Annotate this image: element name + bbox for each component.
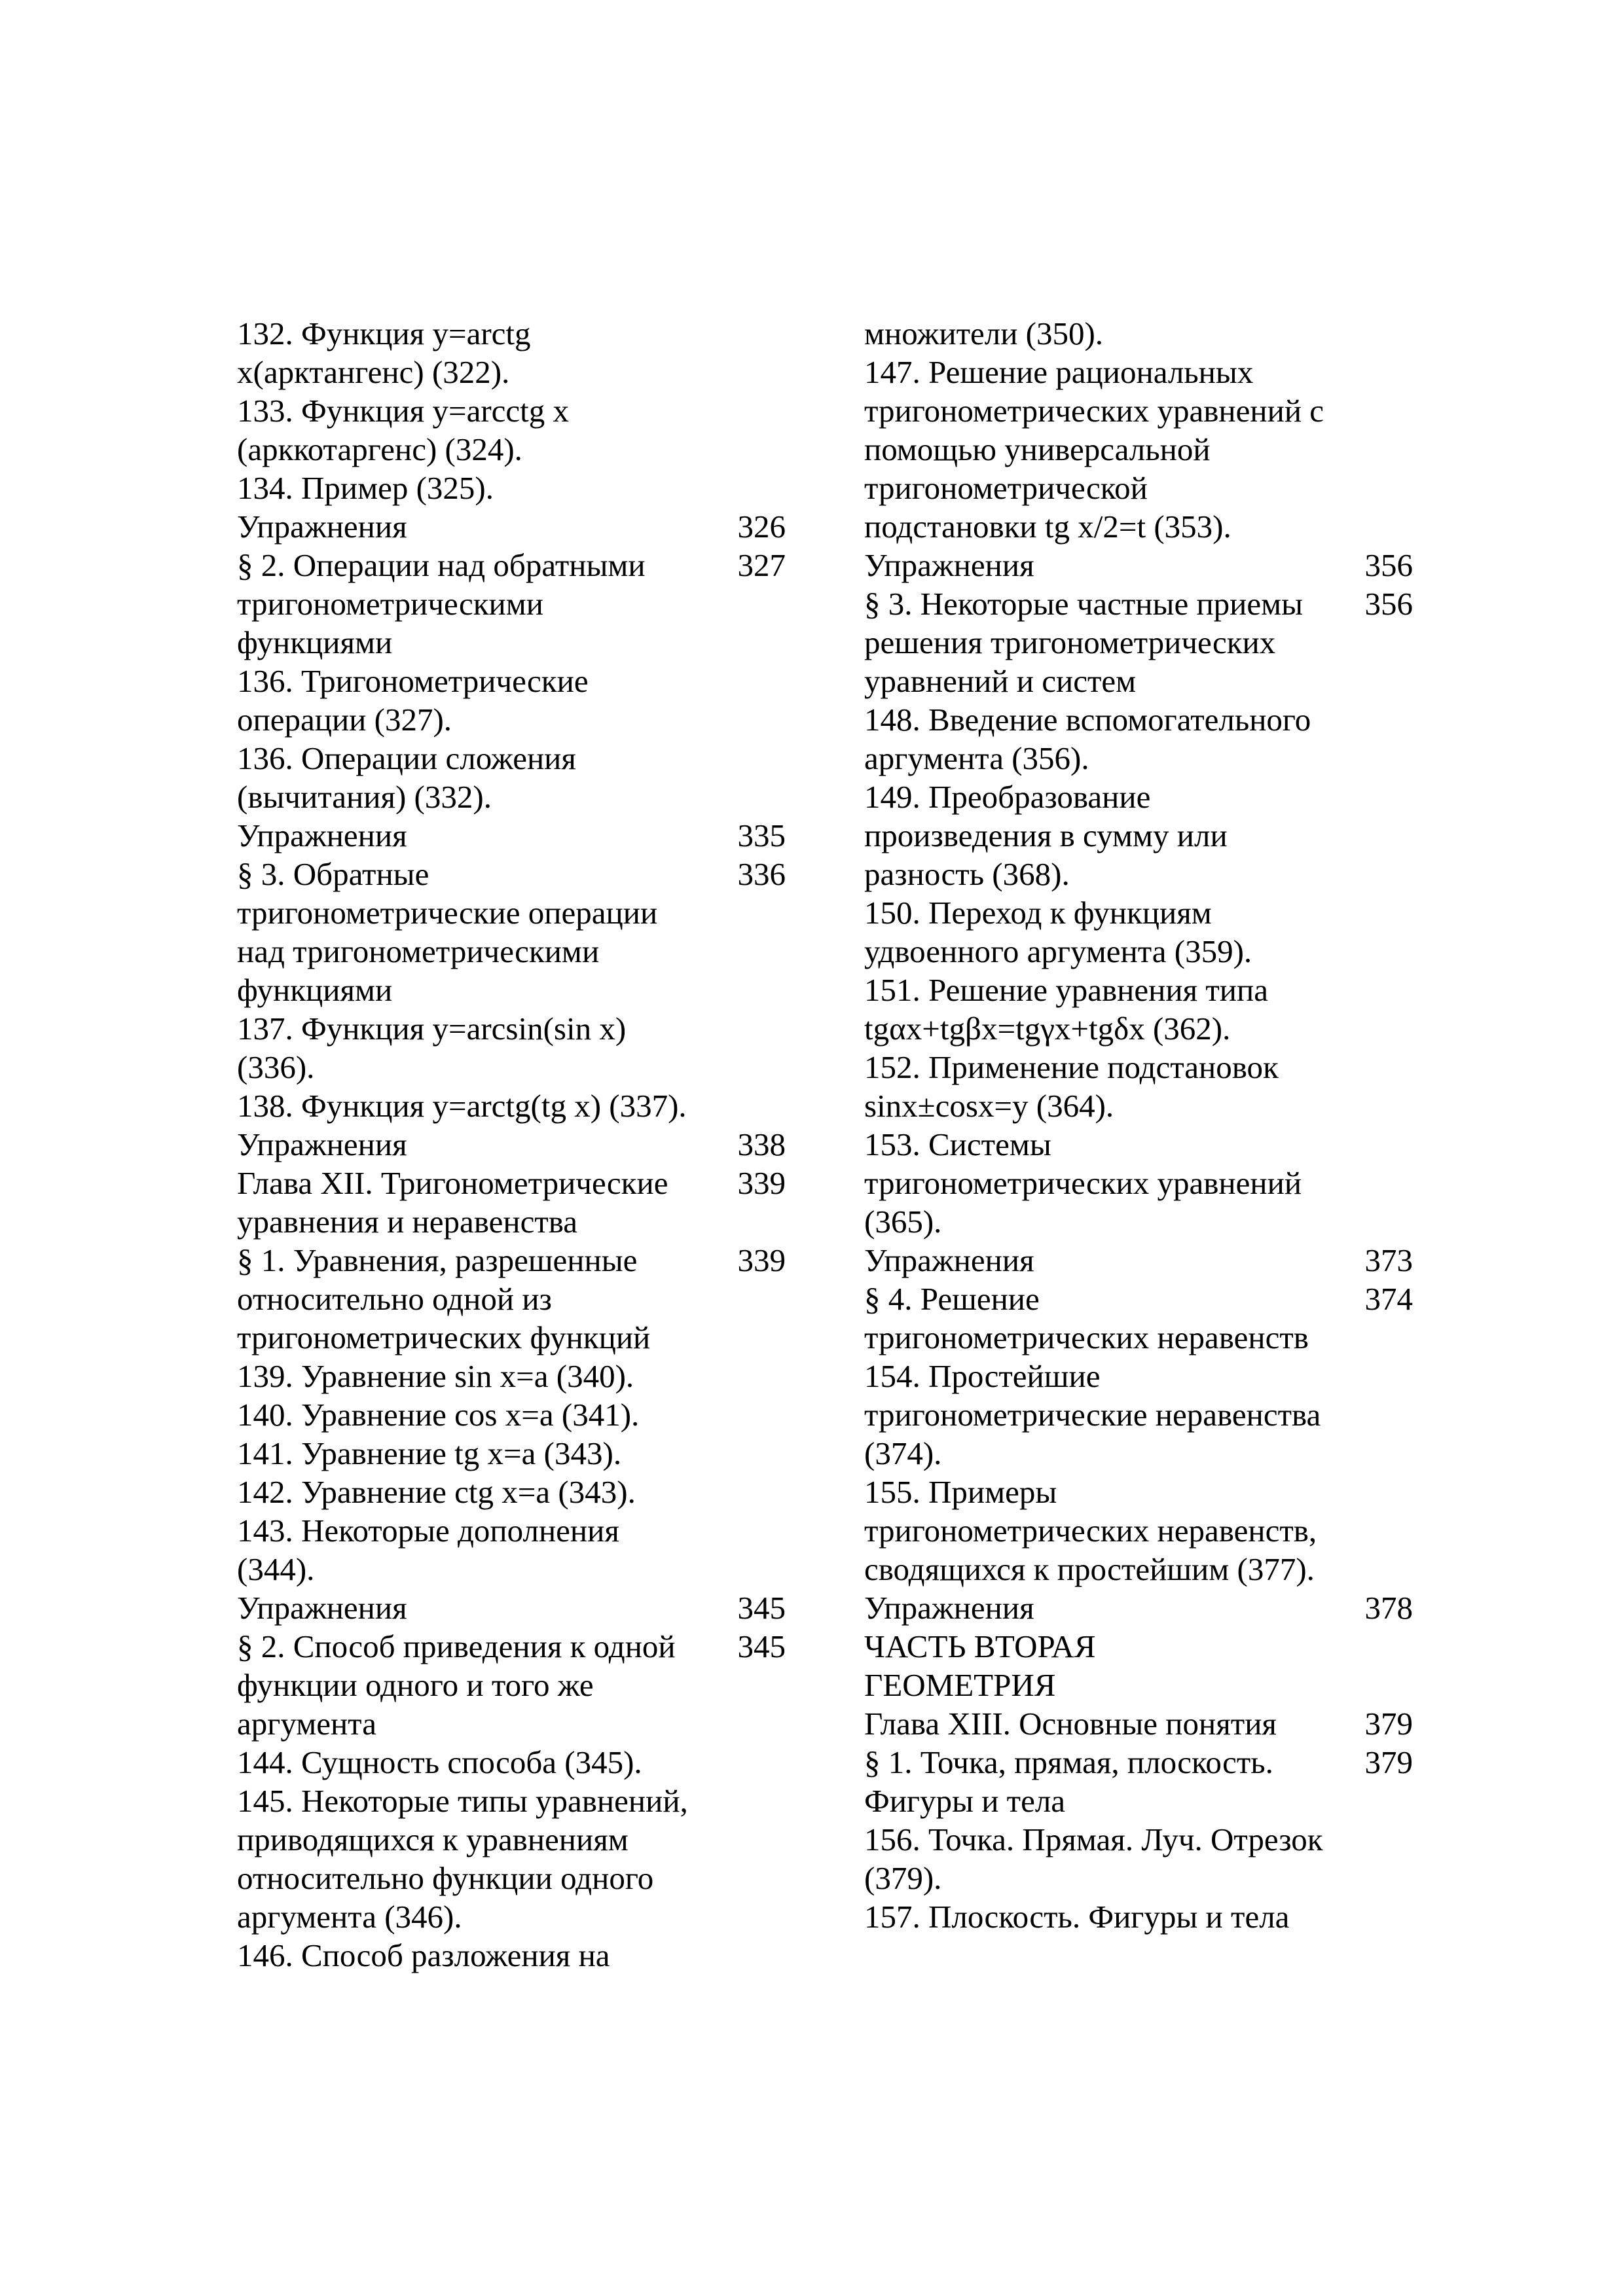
toc-entry-title: 151. Решение уравнения типа tgαx+tgβx=tgγx+tgδx (362).: [864, 972, 1268, 1047]
toc-entry: [864, 1473, 1413, 1588]
toc-entry-title: § 2. Операции над обратными тригонометрическими функциями: [237, 547, 646, 660]
toc-entry-title: Упражнения: [864, 1590, 1034, 1626]
toc-entry: [237, 314, 786, 391]
toc-entry-title: Упражнения: [237, 1126, 407, 1162]
toc-entry-page-number: 356: [1364, 586, 1413, 622]
toc-entry-title: § 1. Точка, прямая, плоскость. Фигуры и тела: [864, 1744, 1273, 1819]
toc-entry: [864, 893, 1413, 971]
toc-left-column: [237, 314, 786, 1975]
toc-entry: [864, 700, 1413, 778]
toc-entry: [237, 1511, 786, 1588]
toc-entry: [237, 1395, 786, 1434]
toc-entry-title: Глава XIII. Основные понятия: [864, 1706, 1277, 1742]
toc-entry-title: Упражнения: [237, 1590, 407, 1626]
toc-entry: [864, 1820, 1413, 1897]
toc-right-column: [864, 314, 1413, 1936]
toc-entry-title: § 1. Уравнения, разрешенные относительно одной из тригонометрических функций: [237, 1242, 651, 1355]
toc-entry-title: 156. Точка. Прямая. Луч. Отрезок (379).: [864, 1821, 1323, 1896]
toc-entry: [237, 1936, 786, 1975]
toc-entry-title: 136. Операции сложения (вычитания) (332).: [237, 740, 576, 815]
toc-entry: [237, 1357, 786, 1395]
toc-entry-title: § 2. Способ приведения к одной функции одного и того же аргумента: [237, 1628, 676, 1742]
toc-entry-title: § 3. Некоторые частные приемы решения тригонометрических уравнений и систем: [864, 586, 1304, 699]
toc-entry: [864, 971, 1413, 1048]
toc-entry-title: Глава XII. Тригонометрические уравнения и неравенства: [237, 1165, 668, 1240]
toc-entry: [864, 1743, 1413, 1820]
toc-entry: [864, 353, 1413, 546]
toc-entry-title: § 3. Обратные тригонометрические операции над тригонометрическими функциями: [237, 856, 658, 1008]
toc-entry-title: 152. Применение подстановок sinx±cosx=y (364).: [864, 1049, 1279, 1124]
toc-entry: [237, 1241, 786, 1357]
toc-entry: [864, 1048, 1413, 1125]
toc-entry: [864, 1280, 1413, 1357]
toc-entry: [237, 1743, 786, 1782]
toc-entry: [237, 391, 786, 469]
toc-entry: [237, 1782, 786, 1936]
toc-entry-title: 141. Уравнение tg x=a (343).: [237, 1435, 622, 1471]
toc-entry: [864, 1897, 1413, 1936]
toc-entry-page-number: 356: [1364, 547, 1413, 583]
toc-entry: [237, 1009, 786, 1086]
toc-entry: [864, 314, 1413, 353]
toc-entry-title: 154. Простейшие тригонометрические неравенства (374).: [864, 1358, 1321, 1471]
toc-entry-page-number: 379: [1364, 1706, 1413, 1742]
toc-entry: [237, 546, 786, 662]
toc-entry-title: 136. Тригонометрические операции (327).: [237, 663, 589, 738]
toc-entry-page-number: 327: [737, 547, 786, 583]
toc-entry: [237, 1588, 786, 1627]
toc-entry-page-number: 335: [737, 817, 786, 853]
toc-entry: [237, 1086, 786, 1125]
toc-entry-title: 132. Функция y=arctg x(арктангенс) (322).: [237, 315, 531, 390]
toc-entry-title: 133. Функция y=arcctg x (арккотаргенс) (324).: [237, 393, 570, 467]
toc-entry-page-number: 339: [737, 1165, 786, 1201]
toc-entry-page-number: 374: [1364, 1281, 1413, 1317]
toc-entry: [864, 778, 1413, 893]
toc-entry-title: множители (350).: [864, 315, 1104, 351]
toc-entry: [237, 507, 786, 546]
toc-entry: [237, 739, 786, 816]
toc-entry: [237, 469, 786, 507]
toc-entry-page-number: 379: [1364, 1744, 1413, 1780]
toc-entry: [237, 1164, 786, 1241]
toc-entry-title: ЧАСТЬ ВТОРАЯ ГЕОМЕТРИЯ: [864, 1628, 1096, 1703]
toc-entry: [864, 1588, 1413, 1627]
toc-entry: [237, 1125, 786, 1164]
toc-entry: [864, 1627, 1413, 1704]
toc-entry: [237, 662, 786, 739]
toc-entry-title: 134. Пример (325).: [237, 470, 494, 506]
toc-entry-title: 140. Уравнение cos x=a (341).: [237, 1397, 640, 1433]
toc-entry-title: Упражнения: [864, 1242, 1034, 1278]
toc-entry: [864, 1125, 1413, 1241]
toc-entry: [864, 1241, 1413, 1280]
toc-entry-title: 146. Способ разложения на: [237, 1937, 610, 1973]
toc-entry-page-number: 345: [737, 1628, 786, 1664]
toc-entry: [237, 1473, 786, 1511]
toc-entry: [237, 1434, 786, 1473]
toc-entry-page-number: 345: [737, 1590, 786, 1626]
toc-entry: [237, 855, 786, 1009]
toc-entry: [237, 1627, 786, 1743]
toc-entry-title: 139. Уравнение sin x=a (340).: [237, 1358, 634, 1394]
toc-entry-title: 144. Сущность способа (345).: [237, 1744, 642, 1780]
toc-entry-page-number: 339: [737, 1242, 786, 1278]
toc-entry-title: 153. Системы тригонометрических уравнений (365).: [864, 1126, 1302, 1240]
toc-entry-title: 155. Примеры тригонометрических неравенств, сводящихся к простейшим (377).: [864, 1474, 1317, 1587]
toc-entry: [864, 546, 1413, 584]
toc-entry-title: Упражнения: [864, 547, 1034, 583]
toc-entry-title: 143. Некоторые дополнения (344).: [237, 1513, 619, 1587]
toc-entry-page-number: 326: [737, 509, 786, 545]
toc-entry: [237, 816, 786, 855]
toc-entry-title: 145. Некоторые типы уравнений, приводящихся к уравнениям относительно функции одного аргумента (346).: [237, 1783, 688, 1935]
toc-entry-title: Упражнения: [237, 817, 407, 853]
toc-entry-title: 138. Функция y=arctg(tg x) (337).: [237, 1088, 687, 1124]
toc-entry-page-number: 378: [1364, 1590, 1413, 1626]
toc-entry-title: 150. Переход к функциям удвоенного аргумента (359).: [864, 895, 1252, 969]
toc-entry-title: 149. Преобразование произведения в сумму или разность (368).: [864, 779, 1228, 892]
toc-entry-title: Упражнения: [237, 509, 407, 545]
toc-entry-page-number: 338: [737, 1126, 786, 1162]
toc-entry-title: 142. Уравнение ctg x=a (343).: [237, 1474, 636, 1510]
toc-entry-title: 148. Введение вспомогательного аргумента (356).: [864, 702, 1311, 776]
toc-entry-title: 147. Решение рациональных тригонометрических уравнений с помощью универсальной тригонометрической подстановки tg x/2=t (353).: [864, 354, 1324, 545]
toc-entry-page-number: 373: [1364, 1242, 1413, 1278]
toc-entry-page-number: 336: [737, 856, 786, 892]
toc-entry: [864, 1704, 1413, 1743]
toc-entry: [864, 1357, 1413, 1473]
toc-entry-title: 137. Функция y=arcsin(sin x) (336).: [237, 1011, 627, 1085]
toc-entry: [864, 584, 1413, 700]
toc-entry-title: § 4. Решение тригонометрических неравенств: [864, 1281, 1309, 1355]
toc-entry-title: 157. Плоскость. Фигуры и тела: [864, 1899, 1290, 1935]
